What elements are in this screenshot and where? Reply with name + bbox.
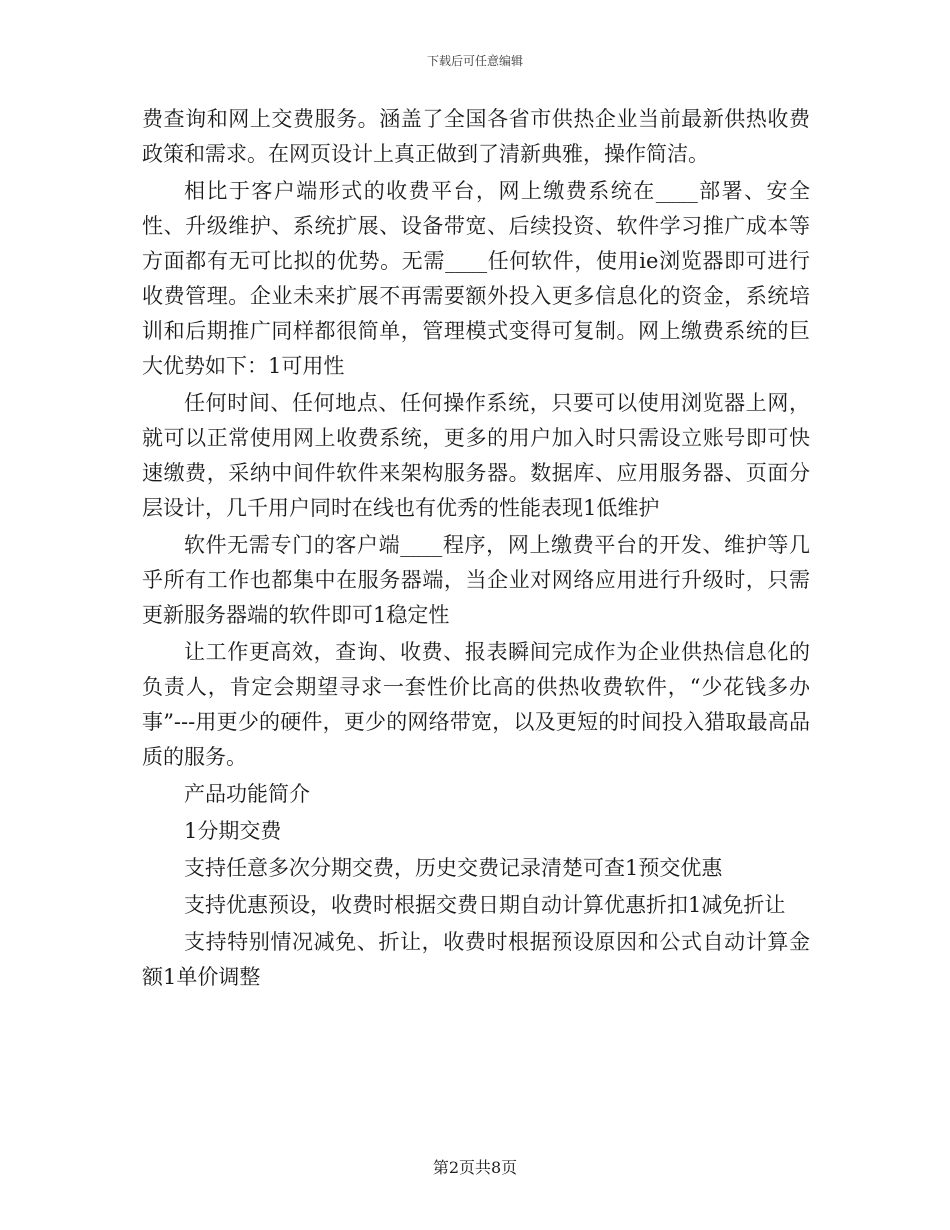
page-number: 第2页共8页 (432, 1158, 518, 1177)
page-header: 下载后可任意编辑 (426, 54, 523, 68)
section-heading: 产品功能简介 (184, 782, 310, 806)
paragraph: 支持优惠预设，收费时根据交费日期自动计算优惠折扣1减免折让 (184, 893, 786, 917)
paragraph: 相比于客户端形式的收费平台，网上缴费系统在____部署、安全性、升级维护、系统扩展、设备带宽、后续投资、软件学习推广成本等方面都有无可比拟的优势。无需____任何软件，使用ie浏览器即可进行收费管理。企业未来扩展不再需要额外投入更多信息化的资金，系统培训和后期推广同样都很简单，管理模式变得可复制。网上缴费系统的巨大优势如下：1可用性 (142, 179, 810, 378)
paragraph: 支持任意多次分期交费，历史交费记录清楚可查1预交优惠 (184, 856, 723, 880)
paragraph: 软件无需专门的客户端____程序，网上缴费平台的开发、维护等几乎所有工作也都集中在服务器端，当企业对网络应用进行升级时，只需更新服务器端的软件即可1稳定性 (142, 533, 810, 627)
paragraph: 让工作更高效，查询、收费、报表瞬间完成作为企业供热信息化的负责人，肯定会期望寻求一套性价比高的供热收费软件，“少花钱多办事”---用更少的硬件，更少的网络带宽，以及更短的时间投入猎取最高品质的服务。 (142, 640, 810, 769)
paragraph: 支持特别情况减免、折让，收费时根据预设原因和公式自动计算金额1单价调整 (142, 930, 810, 989)
paragraph: 任何时间、任何地点、任何操作系统，只要可以使用浏览器上网，就可以正常使用网上收费系统，更多的用户加入时只需设立账号即可快速缴费，采纳中间件软件来架构服务器。数据库、应用服务器、页面分层设计，几千用户同时在线也有优秀的性能表现1低维护 (142, 391, 810, 520)
document-body (142, 102, 810, 997)
list-item-heading: 1分期交费 (184, 819, 282, 843)
paragraph: 费查询和网上交费服务。涵盖了全国各省市供热企业当前最新供热收费政策和需求。在网页设计上真正做到了清新典雅，操作简洁。 (142, 107, 810, 166)
